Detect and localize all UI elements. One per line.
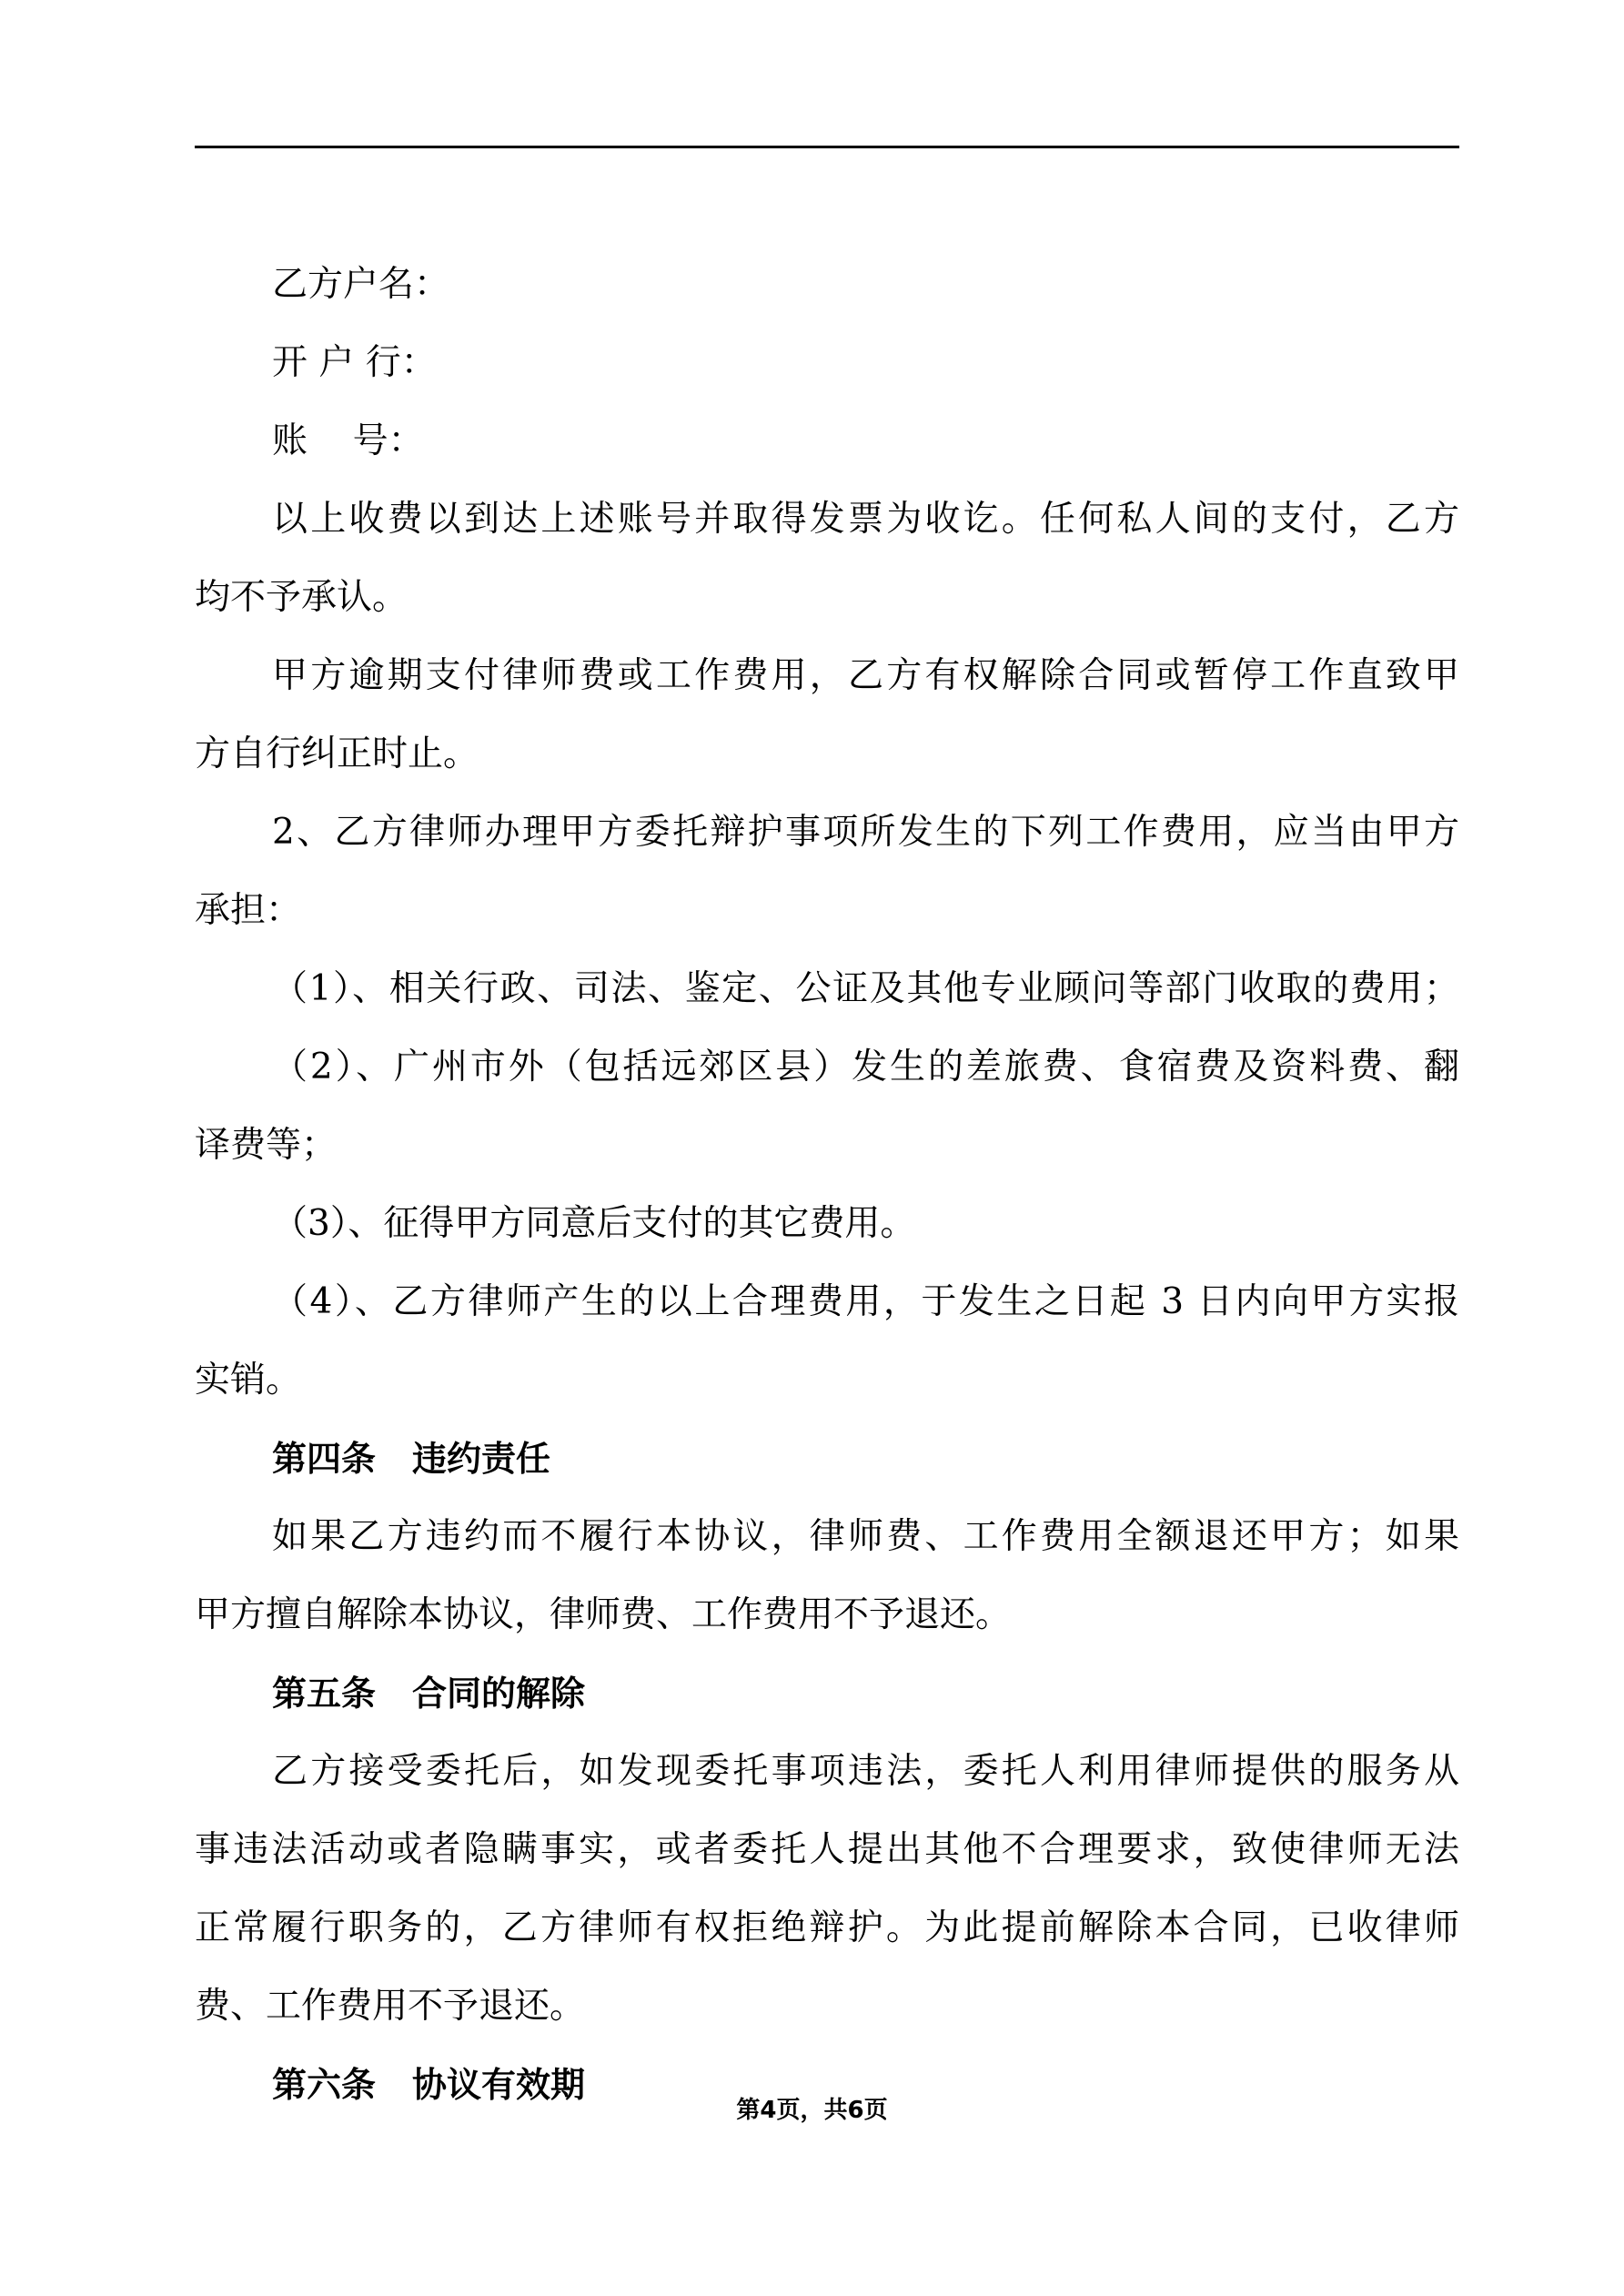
paragraph-line: 2、乙方律师办理甲方委托辩护事项所发生的下列工作费用，应当由甲方 — [272, 812, 1459, 853]
article-6-title: 协议有效期 — [412, 2065, 586, 2105]
paragraph-line: 乙方接受委托后，如发现委托事项违法，委托人利用律师提供的服务从 — [272, 1751, 1459, 1792]
paragraph-line: 正常履行职务的，乙方律师有权拒绝辩护。为此提前解除本合同，已收律师 — [195, 1907, 1459, 1948]
list-item-continuation: 实销。 — [195, 1360, 302, 1401]
list-item: （1）、相关行政、司法、鉴定、公证及其他专业顾问等部门收取的费用； — [272, 968, 1459, 1009]
article-5-heading — [195, 1654, 1459, 1733]
article-5-title: 合同的解除 — [412, 1674, 586, 1714]
paragraph-line: 以上收费以到达上述账号并取得发票为收讫。任何私人间的支付，乙方 — [272, 499, 1459, 540]
paragraph-line: 甲方逾期支付律师费或工作费用，乙方有权解除合同或暂停工作直致甲 — [272, 655, 1459, 696]
header-rule — [195, 146, 1459, 148]
list-item: （3）、征得甲方同意后支付的其它费用。 — [272, 1203, 916, 1244]
account-number-line: 账 号： — [272, 420, 424, 461]
list-item-continuation: 译费等； — [195, 1125, 338, 1166]
list-item: （2）、广州市外（包括远郊区县）发生的差旅费、食宿费及资料费、翻 — [272, 1047, 1459, 1087]
paragraph-line: 均不予承认。 — [195, 577, 409, 618]
paragraph-line: 甲方擅自解除本协议，律师费、工作费用不予退还。 — [195, 1594, 1012, 1635]
paragraph-line: 费、工作费用不予退还。 — [195, 1986, 586, 2027]
article-4-number: 第四条 — [272, 1439, 377, 1479]
article-4-title: 违约责任 — [412, 1439, 551, 1479]
page-number-footer: 第4页，共6页 — [736, 2097, 888, 2124]
account-name-line: 乙方户名： — [272, 264, 450, 305]
paragraph-line: 方自行纠正时止。 — [195, 733, 479, 774]
article-4-heading — [195, 1420, 1459, 1498]
paragraph-line: 承担： — [195, 890, 302, 931]
article-5-number: 第五条 — [272, 1674, 377, 1714]
document-body — [195, 246, 1459, 2124]
paragraph-line: 事违法活动或者隐瞒事实，或者委托人提出其他不合理要求，致使律师无法 — [195, 1829, 1459, 1870]
bank-line: 开 户 行： — [272, 342, 437, 383]
paragraph-line: 如果乙方违约而不履行本协议，律师费、工作费用全额退还甲方；如果 — [272, 1516, 1459, 1557]
article-6-number: 第六条 — [272, 2065, 377, 2105]
list-item: （4）、乙方律师产生的以上合理费用，于发生之日起 3 日内向甲方实报 — [272, 1281, 1459, 1322]
